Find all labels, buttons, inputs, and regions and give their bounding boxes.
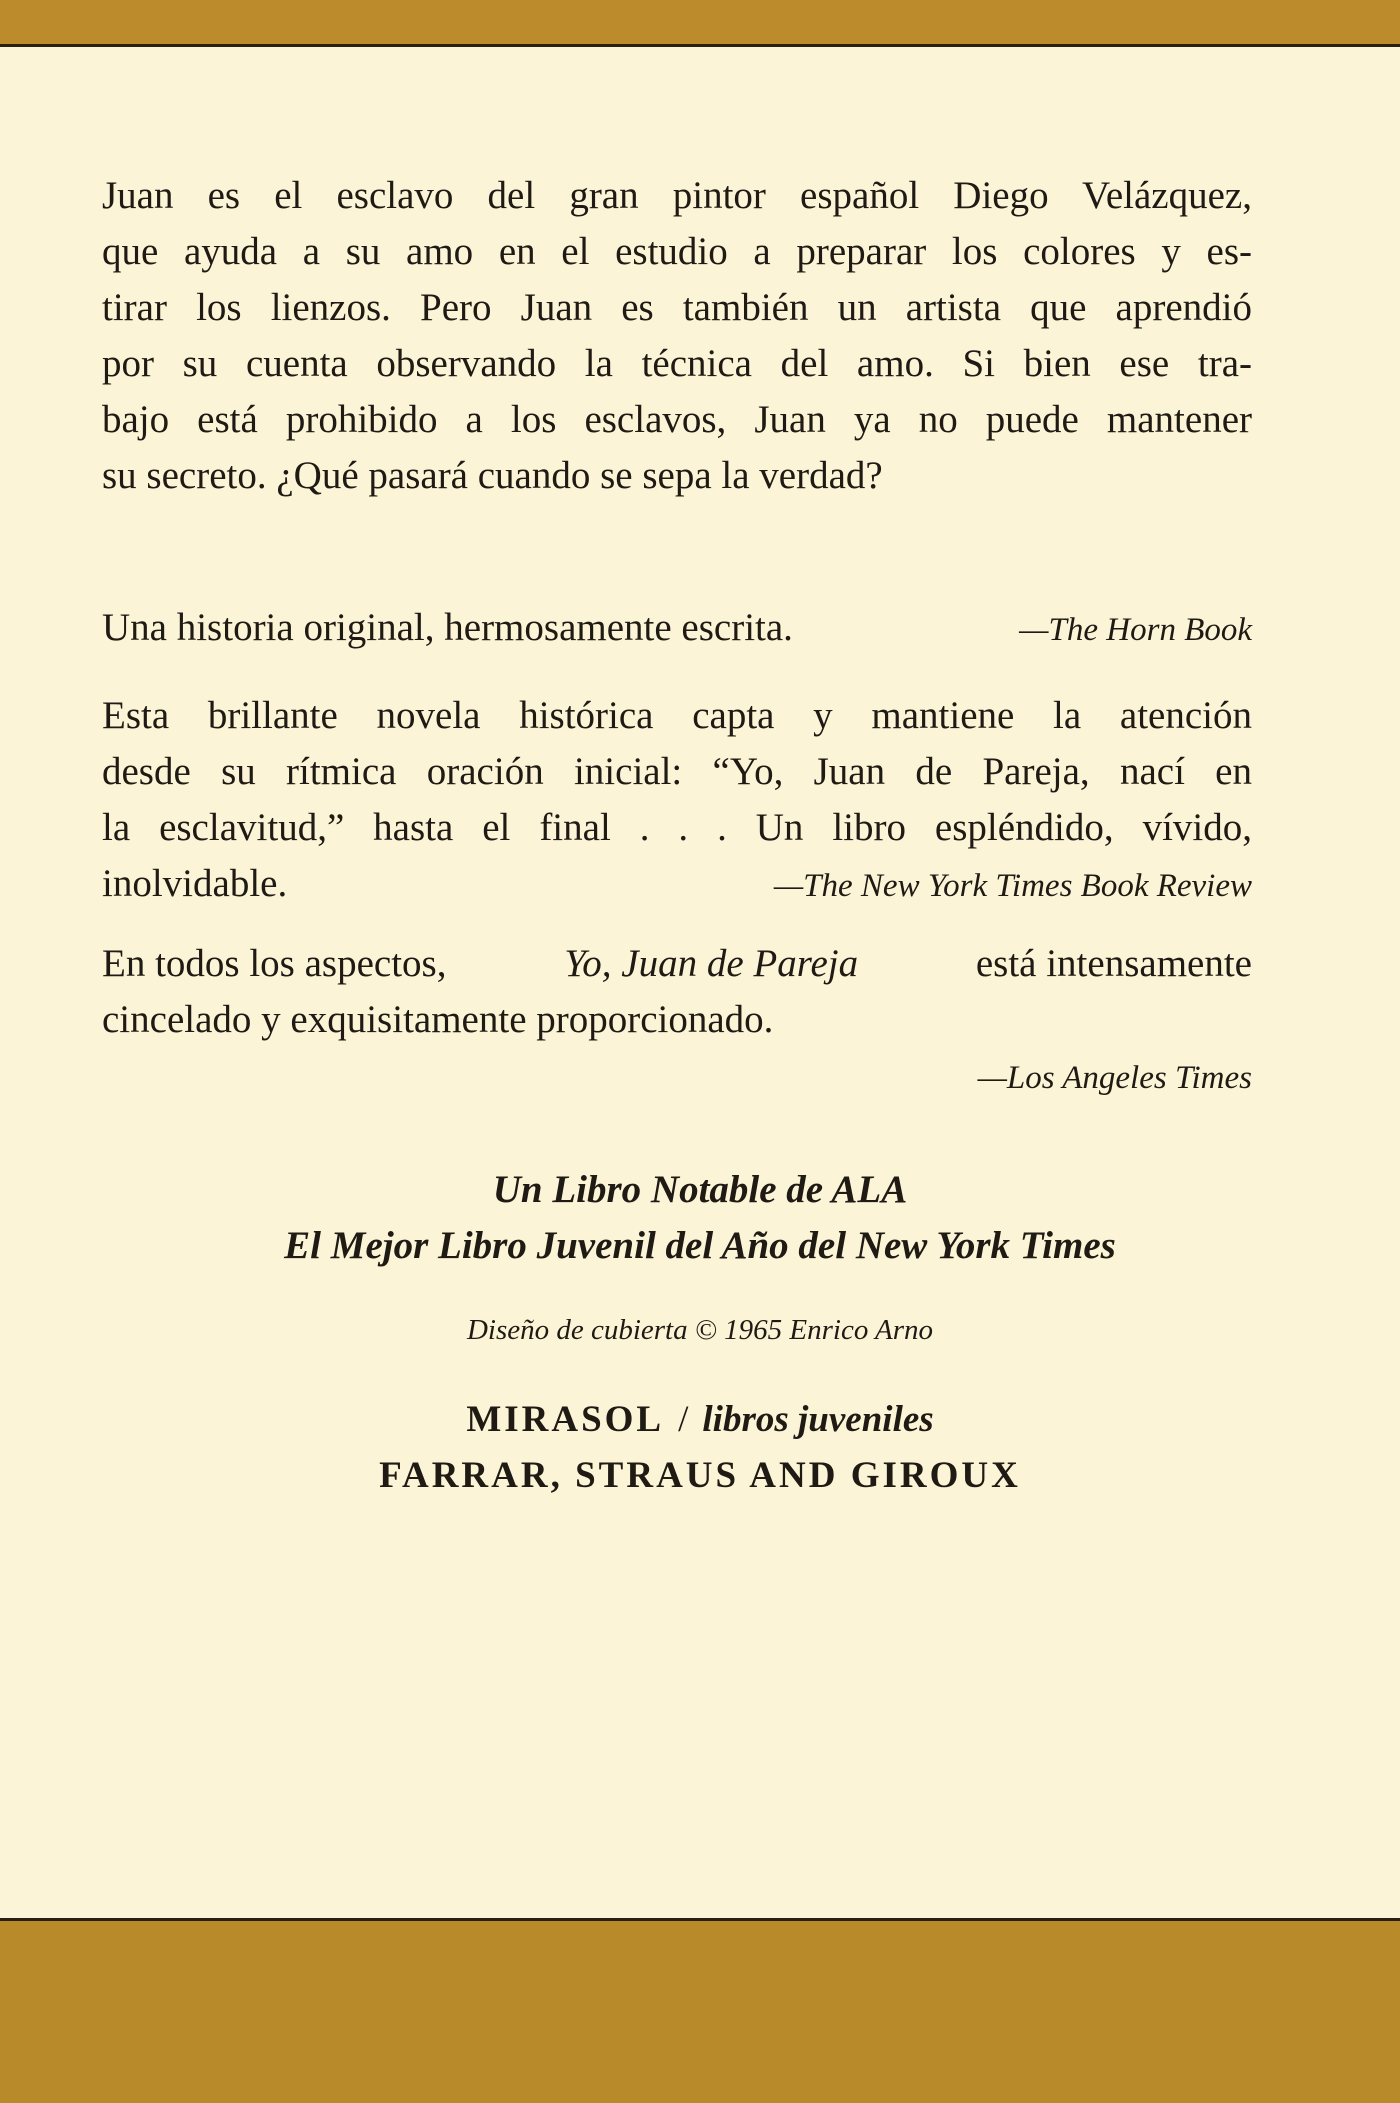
review-horn-book (102, 600, 1252, 658)
review-line: Esta brillante novela histórica capta y mantiene la atención (102, 694, 1252, 737)
description-line: Juan es el esclavo del gran pintor español Diego Velázquez, (102, 174, 1252, 217)
top-color-band (0, 0, 1400, 47)
book-title: Yo, Juan de Pareja (564, 942, 859, 985)
publisher-block (0, 1392, 1400, 1504)
series-name: libros juveniles (702, 1399, 934, 1440)
review-source: —The Horn Book (1019, 612, 1252, 648)
bottom-color-band (0, 1918, 1400, 2103)
description-line: bajo está prohibido a los esclavos, Juan ya no puede mantener (102, 398, 1252, 441)
description-line: su secreto. ¿Qué pasará cuando se sepa la verdad? (102, 454, 883, 497)
publisher-name: FARRAR, STRAUS AND GIROUX (379, 1455, 1021, 1496)
review-text: Una historia original, hermosamente escrita. (102, 606, 793, 649)
review-la-times (102, 936, 1252, 1106)
award-line: Un Libro Notable de ALA (492, 1168, 908, 1211)
review-text: En todos los aspectos, (102, 942, 447, 985)
review-source: —Los Angeles Times (977, 1060, 1252, 1096)
review-nyt (102, 688, 1252, 914)
review-source: —The New York Times Book Review (773, 868, 1252, 904)
review-line: inolvidable. (102, 862, 288, 905)
review-line: la esclavitud,” hasta el final . . . Un libro espléndido, vívido, (102, 806, 1252, 849)
review-text: está intensamente (975, 942, 1252, 985)
awards (0, 1162, 1400, 1274)
description-line: por su cuenta observando la técnica del amo. Si bien ese tra- (102, 342, 1252, 385)
cover-credit: Diseño de cubierta © 1965 Enrico Arno (466, 1314, 934, 1346)
description-line: que ayuda a su amo en el estudio a preparar los colores y es- (102, 230, 1252, 273)
award-line: El Mejor Libro Juvenil del Año del New York Times (284, 1224, 1116, 1267)
review-line: desde su rítmica oración inicial: “Yo, Juan de Pareja, nací en (102, 750, 1252, 793)
review-text: cincelado y exquisitamente proporcionado. (102, 998, 774, 1041)
imprint-name: MIRASOL (466, 1399, 665, 1440)
description-line: tirar los lienzos. Pero Juan es también un artista que aprendió (102, 286, 1252, 329)
imprint-separator: / (678, 1399, 689, 1440)
book-description (102, 168, 1252, 504)
